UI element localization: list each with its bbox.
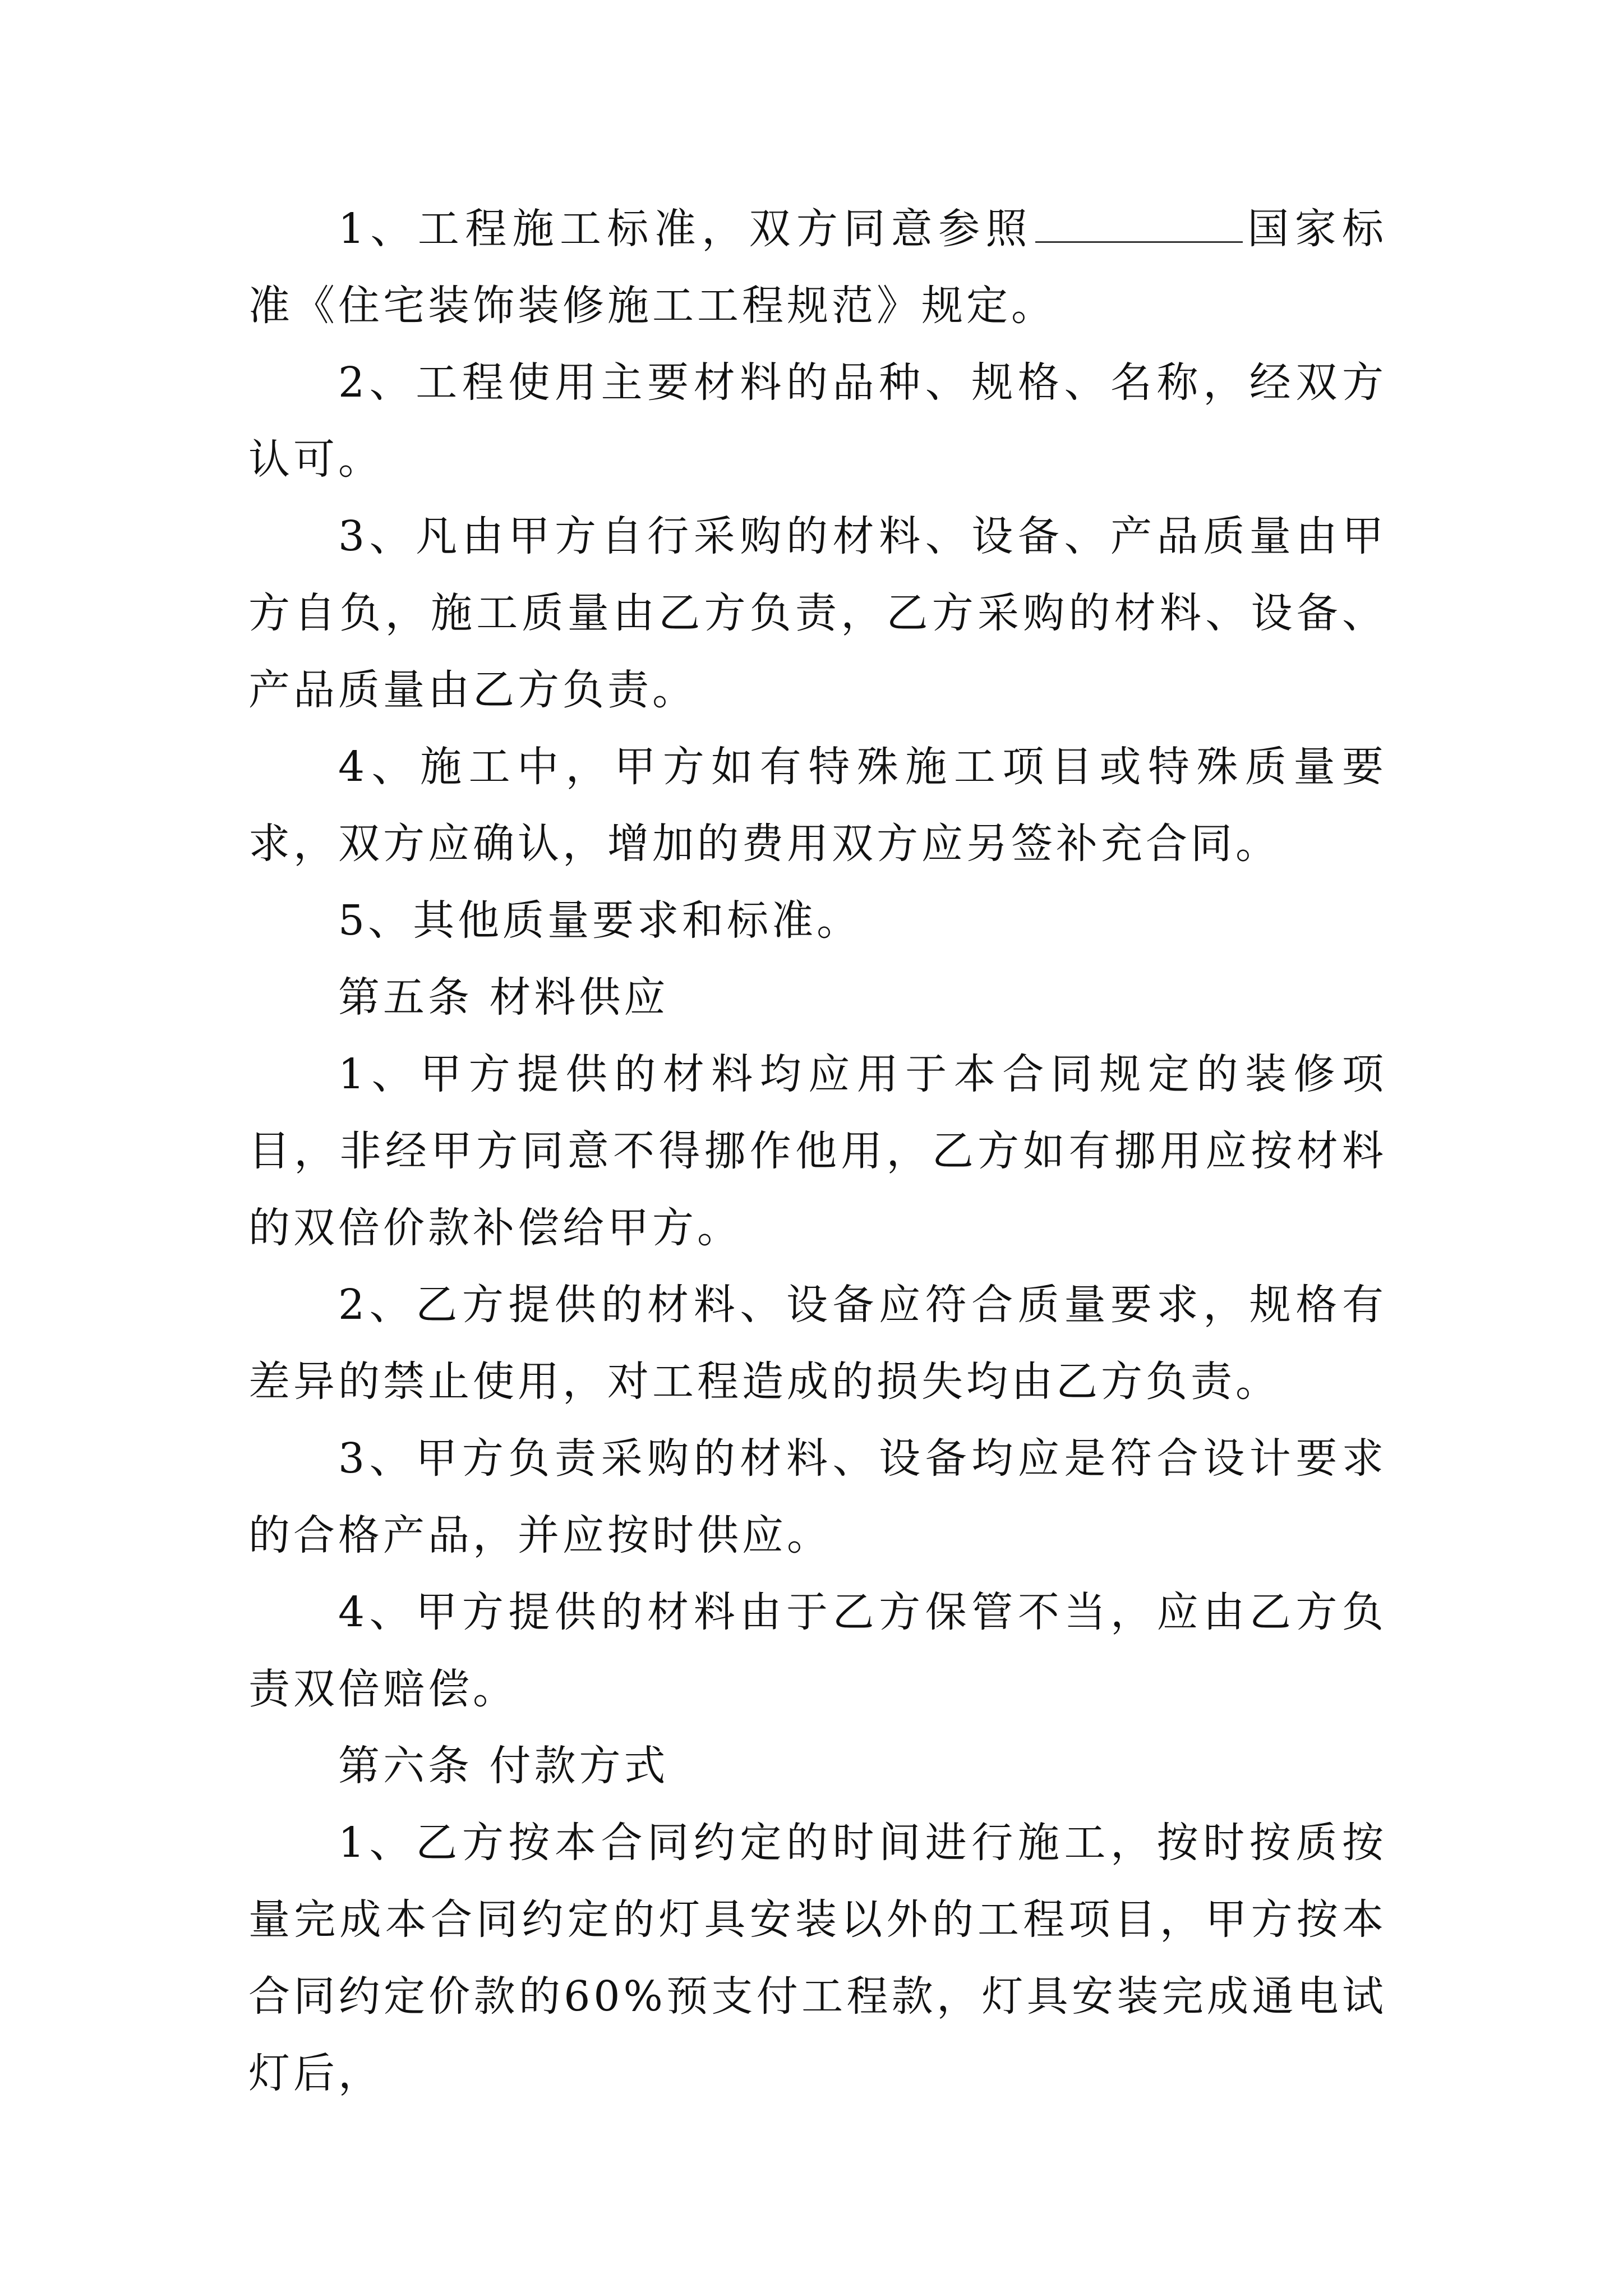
clause-5-item-1: 1、甲方提供的材料均应用于本合同规定的装修项目，非经甲方同意不得挪作他用，乙方如有挪用应按材料的双倍价款补偿给甲方。 [248,1050,1387,1252]
clause-5-item-4: 4、甲方提供的材料由于乙方保管不当，应由乙方负责双倍赔偿。 [248,1588,1387,1713]
clause-4-item-1 [248,191,1387,344]
clause-6-item-1: 1、乙方按本合同约定的时间进行施工，按时按质按量完成本合同约定的灯具安装以外的工程项目，甲方按本合同约定价款的60%预支付工程款，灯具安装完成通电试灯后， [248,1819,1387,2097]
clause-5-item-3: 3、甲方负责采购的材料、设备均应是符合设计要求的合格产品，并应按时供应。 [248,1434,1387,1559]
fill-in-blank [1035,202,1243,243]
section-5-heading: 第五条 材料供应 [338,973,669,1022]
clause-4-item-2: 2、工程使用主要材料的品种、规格、名称，经双方认可。 [248,358,1387,484]
clause-4-item-3: 3、凡由甲方自行采购的材料、设备、产品质量由甲方自负，施工质量由乙方负责，乙方采购的材料、设备、产品质量由乙方负责。 [248,512,1387,714]
clause-5-item-2: 2、乙方提供的材料、设备应符合质量要求，规格有差异的禁止使用，对工程造成的损失均由乙方负责。 [248,1281,1387,1406]
clause-4-item-4: 4、施工中，甲方如有特殊施工项目或特殊质量要求，双方应确认，增加的费用双方应另签补充合同。 [248,743,1387,868]
clause-4-item-5: 5、其他质量要求和标准。 [338,896,862,945]
clause-4-item-1-text-a: 1、工程施工标准，双方同意参照 [338,205,1033,253]
document-body [248,191,1387,2112]
section-6-heading: 第六条 付款方式 [338,1742,669,1790]
clause-4-item-1-text-b: 国家标准《住宅装饰装修施工工程规范》规定。 [248,205,1387,330]
